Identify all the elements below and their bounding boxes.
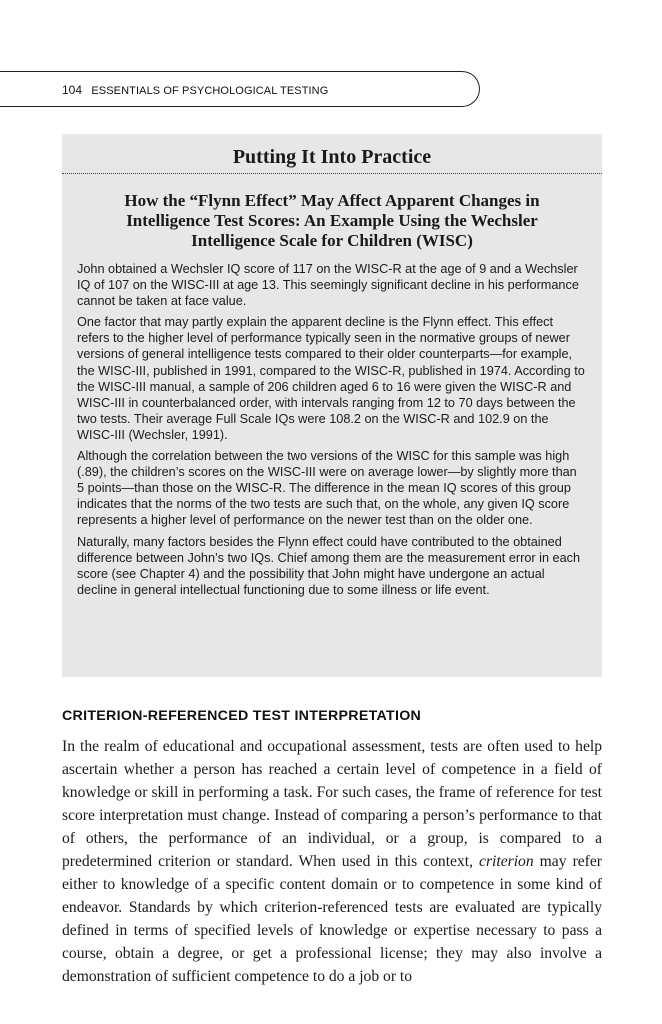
box-title: Putting It Into Practice [232, 146, 432, 168]
running-head [62, 83, 328, 97]
box-paragraph: John obtained a Wechsler IQ score of 117 on the WISC-R at the age of 9 and a Wechsler IQ of 107 on the WISC-III at age 13. This seemingly significant decline in his performance cannot be taken at face value. [77, 262, 579, 309]
body-text-start: In the realm of educational and occupational assessment, tests are often used to help ascertain whether a person has reached a certain level of competence in a field of knowledge or skill in performing a task. For such cases, the frame of reference for test score interpretation must change. Instead of comparing a person’s performance to that of others, the performance of an individual, or a group, is compared to a predetermined criterion or standard. When used in this context, [62, 738, 602, 870]
box-subtitle: How the “Flynn Effect” May Affect Apparent Changes in Intelligence Test Scores: An Example Using the Wechsler Intelligence Scale for Children (WISC) [124, 191, 540, 250]
box-paragraph: Naturally, many factors besides the Flynn effect could have contributed to the obtained difference between John’s two IQs. Chief among them are the measurement error in each score (see Chapter 4) and the possibility that John might have undergone an actual decline in general intellectual functioning due to some illness or life event. [77, 534, 581, 597]
box-paragraph: One factor that may partly explain the apparent decline is the Flynn effect. This effect refers to the higher level of performance typically seen in the normative groups of newer versions of general intelligence tests compared to their older counterparts—for example, the WISC-III, published in 1991, compared to the WISC-R, published in 1974. According to the WISC-III manual, a sample of 206 children aged 6 to 16 were given the WISC-R and WISC-III in counterbalanced order, with intervals ranging from 12 to 70 days between the two tests. Their average Full Scale IQs were 108.2 on the WISC-R and 102.9 on the WISC-III (Wechsler, 1991). [77, 315, 585, 442]
box-paragraph: Although the correlation between the two versions of the WISC for this sample was high (.89), the children’s scores on the WISC-III were on average lower—by slightly more than 5 points—than those on the WISC-R. The difference in the mean IQ scores of this group indicates that the norms of the two tests are such that, on the whole, any given IQ score represents a higher level of performance on the newer test than on the older one. [77, 449, 577, 528]
body-text-end: may refer either to knowledge of a specific content domain or to competence in some kind of endeavor. Standards by which criterion-referenced tests are evaluated are typically defined in terms of specified levels of knowledge or expertise necessary to pass a course, obtain a degree, or get a professional license; they may also involve a demonstration of sufficient competence to do a job or to [62, 853, 602, 985]
body-paragraph [62, 735, 602, 988]
page-number: 104 [62, 83, 83, 97]
body-italic-term: criterion [479, 853, 534, 870]
body-text [62, 735, 602, 988]
putting-it-into-practice-box [62, 134, 602, 677]
book-title: ESSENTIALS OF PSYCHOLOGICAL TESTING [91, 85, 329, 97]
section-heading: CRITERION-REFERENCED TEST INTERPRETATION [62, 708, 422, 724]
box-divider [62, 173, 602, 174]
